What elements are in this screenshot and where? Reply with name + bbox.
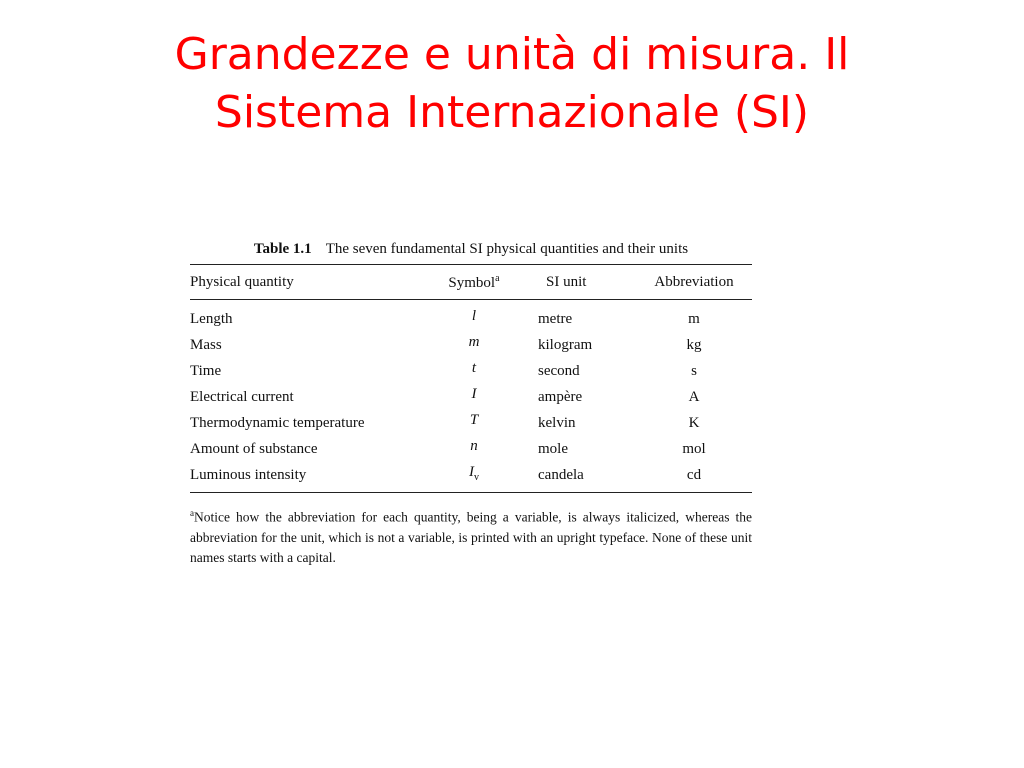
table-row	[190, 410, 752, 436]
cell-symbol: m	[468, 334, 480, 350]
table-caption-label: Table 1.1	[253, 241, 312, 257]
cell-symbol: l	[471, 308, 477, 324]
cell-quantity: Thermodynamic temperature	[190, 414, 365, 431]
si-units-table	[190, 265, 752, 488]
slide-title	[0, 26, 1024, 142]
cell-quantity: Luminous intensity	[190, 466, 307, 483]
table-footnote	[190, 503, 752, 568]
table-row	[190, 300, 752, 332]
cell-abbreviation: cd	[686, 466, 702, 483]
header-symbol: Symbol$^a$	[448, 272, 500, 291]
cell-abbreviation: K	[688, 414, 700, 431]
cell-si-unit: kelvin	[538, 414, 576, 431]
table-row	[190, 358, 752, 384]
cell-quantity: Length	[190, 310, 233, 327]
slide-title-line-2: Sistema Internazionale (SI)	[214, 87, 810, 138]
cell-abbreviation: m	[688, 310, 700, 327]
header-symbol-note-mark: a	[495, 272, 500, 284]
cell-abbreviation: mol	[682, 440, 706, 457]
cell-abbreviation: A	[688, 388, 700, 405]
table-caption	[190, 238, 752, 262]
table-row	[190, 462, 752, 488]
cell-abbreviation: kg	[686, 336, 702, 353]
cell-quantity: Time	[190, 362, 222, 379]
table-row	[190, 384, 752, 410]
header-si-unit: SI unit	[546, 273, 587, 290]
footnote-mark: a	[190, 508, 194, 518]
cell-abbreviation: s	[691, 362, 697, 379]
cell-si-unit: candela	[538, 466, 584, 483]
cell-symbol: n	[470, 438, 478, 454]
cell-si-unit: second	[538, 362, 580, 379]
cell-symbol: $I_v$	[469, 464, 479, 483]
table-bottom-rule	[190, 492, 752, 493]
cell-si-unit: mole	[538, 440, 568, 457]
footnote-text: Notice how the abbreviation for each quantity, being a variable, is always italicized, whereas the abbreviation for the unit, which is not a variable, is printed with an upright typeface. None of these unit names starts with a capital.	[190, 509, 752, 565]
table-header-row	[190, 265, 752, 299]
table-row	[190, 436, 752, 462]
cell-quantity: Mass	[190, 336, 222, 353]
table-row	[190, 332, 752, 358]
cell-symbol: t	[471, 360, 477, 376]
slide-title-line-1: Grandezze e unità di misura. Il	[174, 29, 850, 80]
table-figure	[190, 238, 752, 568]
table-caption-text: The seven fundamental SI physical quantities and their units	[325, 241, 689, 257]
cell-si-unit: kilogram	[538, 336, 593, 353]
header-abbreviation: Abbreviation	[654, 273, 734, 290]
cell-quantity: Electrical current	[190, 388, 294, 405]
cell-si-unit: ampère	[538, 388, 583, 405]
table-body	[190, 300, 752, 488]
cell-symbol: T	[469, 412, 479, 428]
cell-si-unit: metre	[538, 310, 573, 327]
cell-quantity: Amount of substance	[190, 440, 318, 457]
header-physical-quantity: Physical quantity	[190, 273, 294, 290]
cell-symbol: I	[471, 386, 477, 402]
